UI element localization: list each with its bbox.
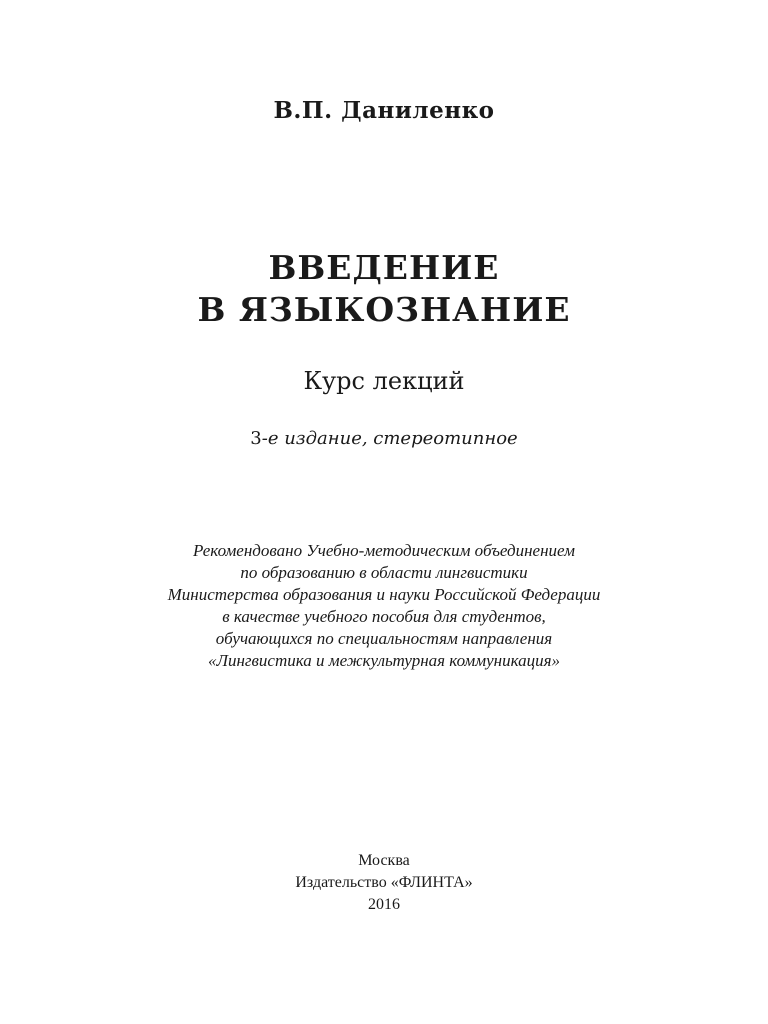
book-subtitle: Курс лекций bbox=[303, 367, 465, 395]
recommendation-line: в качестве учебного пособия для студентов, bbox=[222, 607, 546, 626]
edition-text: -е издание, стереотипное bbox=[261, 428, 518, 449]
recommendation-line: Министерства образования и науки Российской Федерации bbox=[167, 585, 601, 604]
imprint-year: 2016 bbox=[368, 896, 400, 913]
edition-note bbox=[0, 428, 768, 449]
recommendation-line: «Лингвистика и межкультурная коммуникация» bbox=[207, 651, 561, 670]
recommendation-line: по образованию в области лингвистики bbox=[240, 563, 528, 582]
book-title-line-2: В ЯЗЫКОЗНАНИЕ bbox=[197, 290, 571, 329]
recommendation-line: Рекомендовано Учебно-методическим объединением bbox=[192, 541, 576, 560]
author-name: В.П. Даниленко bbox=[273, 97, 495, 124]
imprint-city: Москва bbox=[358, 852, 410, 869]
imprint-block bbox=[0, 850, 768, 916]
recommendation-line: обучающихся по специальностям направления bbox=[215, 629, 553, 648]
recommendation-block bbox=[0, 540, 768, 672]
book-title-line-1: ВВЕДЕНИЕ bbox=[268, 248, 500, 287]
imprint-publisher: Издательство «ФЛИНТА» bbox=[295, 874, 473, 891]
edition-number: 3 bbox=[250, 428, 262, 449]
